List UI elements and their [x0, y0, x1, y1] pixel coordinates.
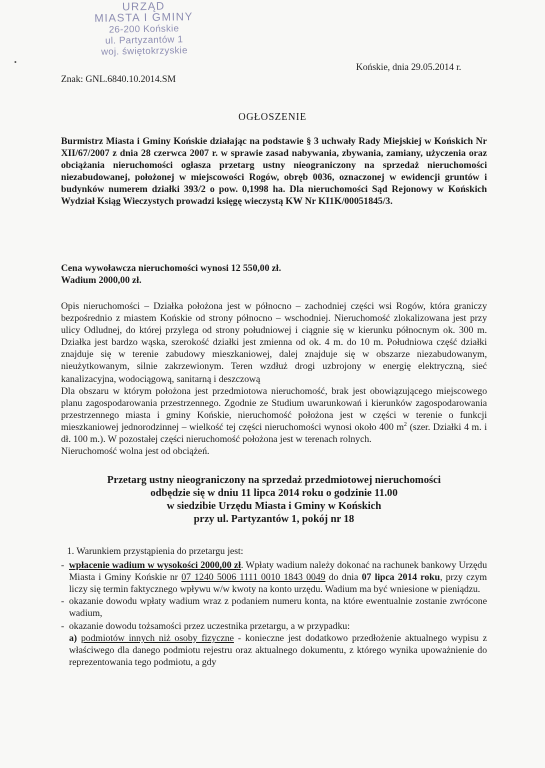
place-date: Końskie, dnia 29.05.2014 r. [356, 63, 462, 73]
deposit-text-a: . Wpłaty wadium należy dokonać na rachunek bankowy Urzędu Miasta i Gminy Końskie nr [69, 560, 488, 584]
description-paragraph-2 [61, 386, 487, 446]
description-paragraph-3: Nieruchomość wolna jest od obciążeń. [61, 446, 210, 458]
document-title: OGŁOSZENIE [238, 112, 307, 123]
tender-line-1: Przetarg ustny nieograniczony na sprzedaż przedmiotowej nieruchomości [107, 475, 441, 486]
deposit-deadline: 07 lipca 2014 roku [361, 572, 440, 584]
deposit-lead: wpłacenie wadium w wysokości 2000,00 zł [69, 560, 241, 572]
description-p2-text-end: (szer. Działki 4 m. i dł. 100 m.). W pozostałej części nieruchomość położona jest w terenach rolnych. [61, 421, 487, 446]
deposit-text-c: , przy czym liczy się termin faktycznego wpływu w/w kwoty na konto urzędu. Wadium ma być wniesione w pieniądzu. [69, 572, 487, 596]
reference-number: Znak: GNL.6840.10.2014.SM [61, 75, 176, 85]
description-paragraph-1: Opis nieruchomości – Działka położona jest w północno – zachodniej części wsi Rogów, która graniczy bezpośrednio z miastem Końskie od strony północno – wschodniej. Nieruchomość zlokalizowana jest przy ulicy Odludnej, do której przylega od strony południowej i ciągnie się w kierunku północnym ok. 300 m. Działka jest bardzo wąska, szerokość działki jest zmienna od ok. 4 m. do 10 m. Południowa część działki znajduje się w terenie zabudowy mieszkaniowej, dalej znajduje się w obszarze niezabudowanym, nieużytkowanym, silnie zakrzewionym. Teren wzdłuż drogi uzbrojony w energię elektryczną, sieć kanalizacyjna, wodociągową, sanitarną i deszczową [61, 301, 487, 385]
starting-price: Cena wywoławcza nieruchomości wynosi 12 550,00 zł. [61, 263, 282, 274]
tender-line-4: przy ul. Partyzantów 1, pokój nr 18 [193, 514, 355, 525]
bank-account-number: 07 1240 5006 1111 0010 1843 0049 [181, 572, 326, 584]
condition-subitem-a [61, 633, 487, 669]
price-block [61, 263, 487, 287]
stamp-line-3: 26-200 Końskie [108, 23, 180, 36]
tender-line-2: odbędzie się w dniu 11 lipca 2014 roku o godzinie 11.00 [150, 488, 398, 499]
subitem-a-lead: podmiotów innych niż osoby fizyczne [81, 632, 234, 644]
area-unit-superscript: 2 [403, 421, 407, 428]
description-p2-text: Dla obszaru w którym położona jest przedmiotowa nieruchomość, brak jest obowiązującego miejscowego planu zagospodarowania przestrzennego. Zgodnie ze Studium uwarunkowań i kierunków zagospodarowania przestrzennego miasta i gminy Końskie, nieruchomość położona jest w części w terenie o funkcji mieszkaniowej jednorodzinnej – wielkość tej części nieruchomości wynosi około 400 m [61, 385, 487, 433]
condition-item-deposit [61, 560, 487, 596]
intro-paragraph: Burmistrz Miasta i Gminy Końskie działając na podstawie § 3 uchwały Rady Miejskiej w Końskich Nr XII/67/2007 z dnia 28 czerwca 2007 r. w sprawie zasad nabywania, zbywania, zamiany, użyczenia oraz obciążania nieruchomości ogłasza przetarg ustny nieograniczony na sprzedaż nieruchomości niezabudowanej, położonej w miejscowości Rogów, obręb 0036, oznaczonej w ewidencji gruntów i budynków numerem działki 393/2 o pow. 0,1998 ha. Dla nieruchomości Sąd Rejonowy w Końskich Wydział Ksiąg Wieczystych prowadzi księgę wieczystą KW Nr KI1K/00051845/3. [61, 136, 487, 208]
subitem-a-text: - konieczne jest dodatkowo przedłożenie aktualnego wypisu z właściwego dla danego podmiotu rejestru oraz aktualnego dokumentu, z którego wynika upoważnienie do reprezentowania tego podmiotu, a gdy [69, 632, 488, 668]
condition-item-proof: - okazanie dowodu wpłaty wadium wraz z podaniem numeru konta, na które ewentualnie zostanie zwrócone wadium, [61, 596, 487, 620]
office-stamp [84, 1, 205, 58]
tender-announcement [61, 474, 487, 526]
deposit-text-b: do dnia [325, 572, 362, 584]
stamp-line-2: MIASTA I GMINY [94, 11, 194, 25]
conditions-list [61, 560, 487, 669]
conditions-section [61, 546, 487, 669]
stamp-line-4: ul. Partyzantów 1 [105, 34, 184, 47]
conditions-heading: 1. Warunkiem przystąpienia do przetargu jest: [67, 546, 244, 557]
stamp-line-1: URZĄD [122, 0, 166, 14]
tender-line-3: w siedzibie Urzędu Miasta i Gminy w Końskich [166, 501, 382, 512]
deposit-amount: Wadium 2000,00 zł. [61, 275, 142, 287]
margin-mark: • [14, 58, 17, 67]
subitem-a-label: a) [69, 632, 81, 644]
stamp-line-5: woj. świętokrzyskie [101, 45, 188, 58]
condition-item-identity: - okazanie dowodu tożsamości przez uczestnika przetargu, a w przypadku: [61, 621, 487, 633]
description-block [61, 301, 487, 458]
